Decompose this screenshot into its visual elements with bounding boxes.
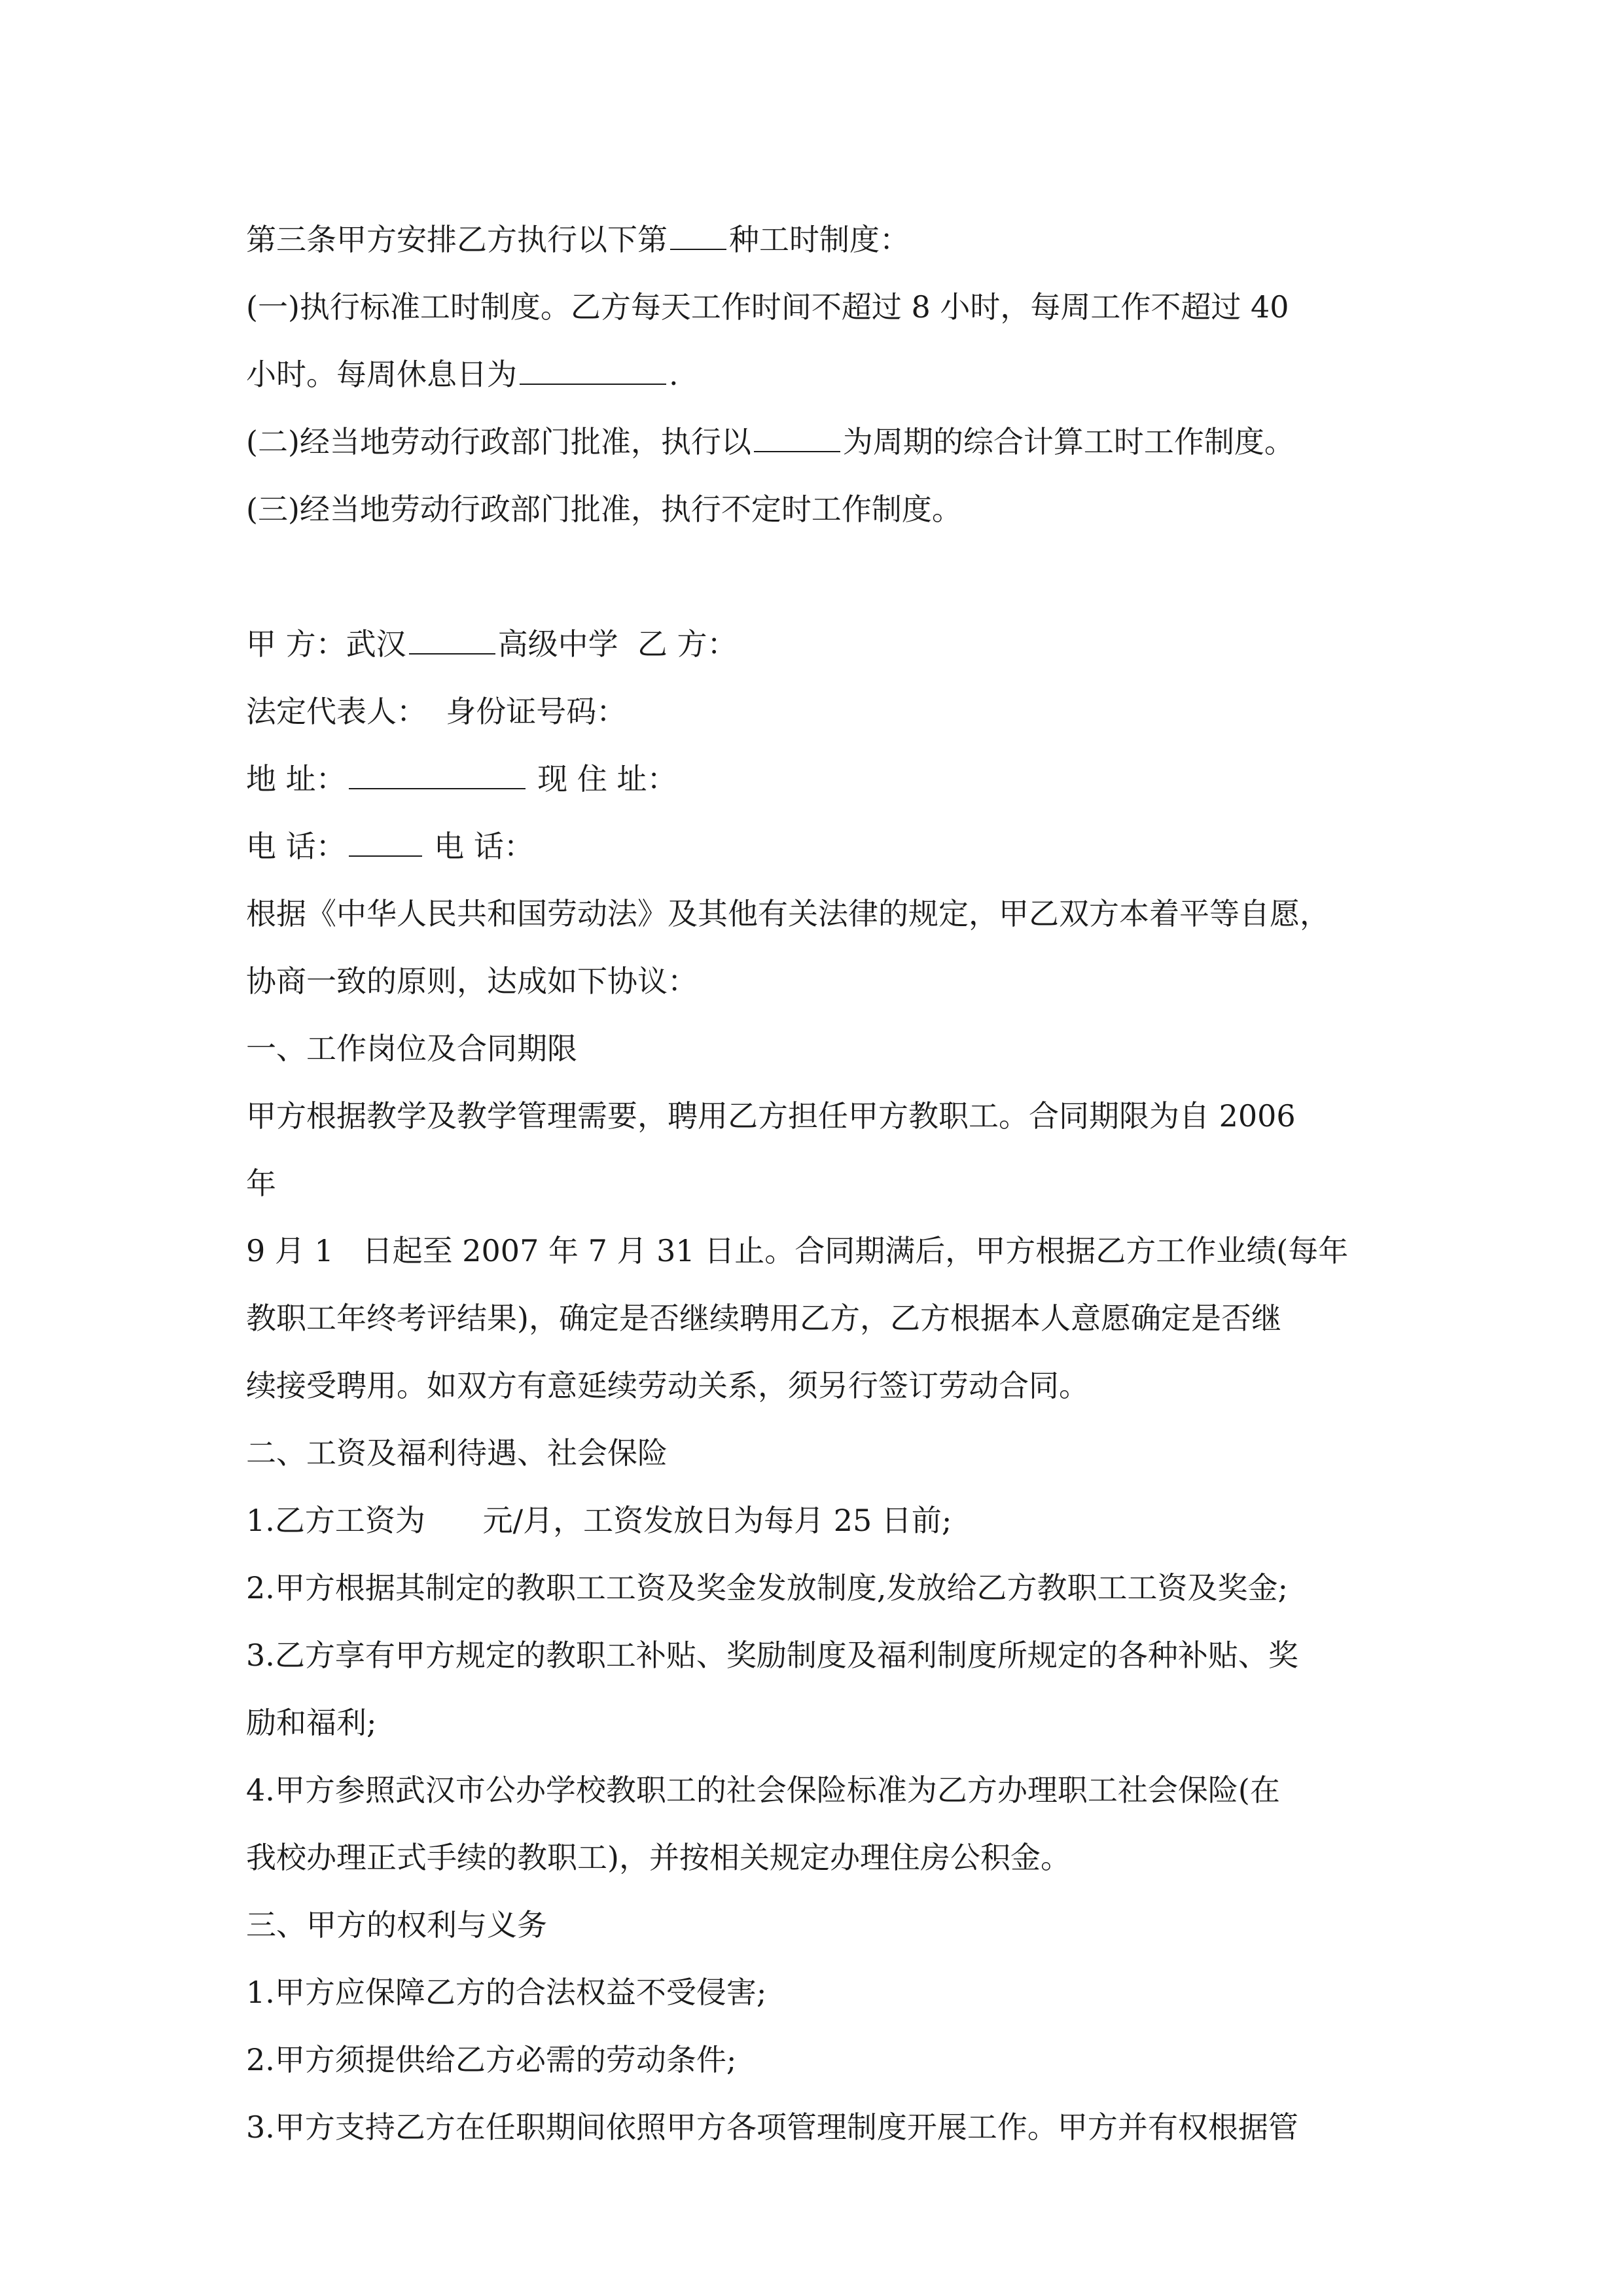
article3-item3: (三)经当地劳动行政部门批准，执行不定时工作制度。 xyxy=(246,492,962,527)
blank-field xyxy=(409,628,495,655)
section2-item4-a: 4.甲方参照武汉市公办学校教职工的社会保险标准为乙方办理职工社会保险(在 xyxy=(246,1772,1280,1808)
preamble-line2: 协商一致的原则，达成如下协议： xyxy=(246,963,698,999)
blank-field xyxy=(754,426,840,452)
party-a-line: 甲 方：武汉 高级中学 乙 方： xyxy=(246,626,738,662)
section2-item3-a: 3.乙方享有甲方规定的教职工补贴、奖励制度及福利制度所规定的各种补贴、奖 xyxy=(246,1638,1298,1673)
blank-field xyxy=(349,763,526,789)
article3-title: 第三条甲方安排乙方执行以下第 种工时制度： xyxy=(246,222,910,257)
preamble-line1: 根据《中华人民共和国劳动法》及其他有关法律的规定，甲乙双方本着平等自愿， xyxy=(246,896,1330,931)
phone-line: 电 话： 电 话： xyxy=(246,829,534,864)
section1-line3: 9 月 1 日起至 2007 年 7 月 31 日止。合同期满后，甲方根据乙方工作业绩(每年 xyxy=(246,1233,1349,1268)
section1-line4: 教职工年终考评结果)，确定是否继续聘用乙方，乙方根据本人意愿确定是否继 xyxy=(246,1300,1281,1336)
section2-heading: 二、工资及福利待遇、社会保险 xyxy=(246,1435,668,1471)
section2-item3-b: 励和福利; xyxy=(246,1705,377,1740)
blank-field xyxy=(520,359,666,385)
section2-item4-b: 我校办理正式手续的教职工)，并按相关规定办理住房公积金。 xyxy=(246,1840,1071,1875)
legal-rep-line: 法定代表人： 身份证号码： xyxy=(246,694,627,729)
article3-item1-b: 小时。每周休息日为 . xyxy=(246,357,679,392)
section1-line2: 年 xyxy=(246,1166,276,1201)
section3-item3: 3.甲方支持乙方在任职期间依照甲方各项管理制度开展工作。甲方并有权根据管 xyxy=(246,2109,1298,2145)
section1-line5: 续接受聘用。如双方有意延续劳动关系，须另行签订劳动合同。 xyxy=(246,1368,1089,1403)
section2-item1: 1.乙方工资为 元/月，工资发放日为每月 25 日前; xyxy=(246,1503,952,1538)
section2-item2: 2.甲方根据其制定的教职工工资及奖金发放制度,发放给乙方教职工工资及奖金; xyxy=(246,1570,1289,1605)
spacer xyxy=(246,543,1391,611)
section1-heading: 一、工作岗位及合同期限 xyxy=(246,1031,577,1066)
blank-field xyxy=(349,831,422,857)
blank-field xyxy=(670,224,726,250)
article3-item2: (二)经当地劳动行政部门批准，执行以 为周期的综合计算工时工作制度。 xyxy=(246,424,1294,459)
article3-item1-a: (一)执行标准工时制度。乙方每天工作时间不超过 8 小时，每周工作不超过 40 xyxy=(246,289,1289,325)
section3-heading: 三、甲方的权利与义务 xyxy=(246,1907,547,1943)
section3-item2: 2.甲方须提供给乙方必需的劳动条件; xyxy=(246,2042,737,2077)
section1-line1: 甲方根据教学及教学管理需要，聘用乙方担任甲方教职工。合同期限为自 2006 xyxy=(246,1098,1296,1134)
address-line: 地 址： 现 住 址： xyxy=(246,761,677,797)
document-body xyxy=(246,206,1391,2161)
section3-item1: 1.甲方应保障乙方的合法权益不受侵害; xyxy=(246,1975,767,2010)
